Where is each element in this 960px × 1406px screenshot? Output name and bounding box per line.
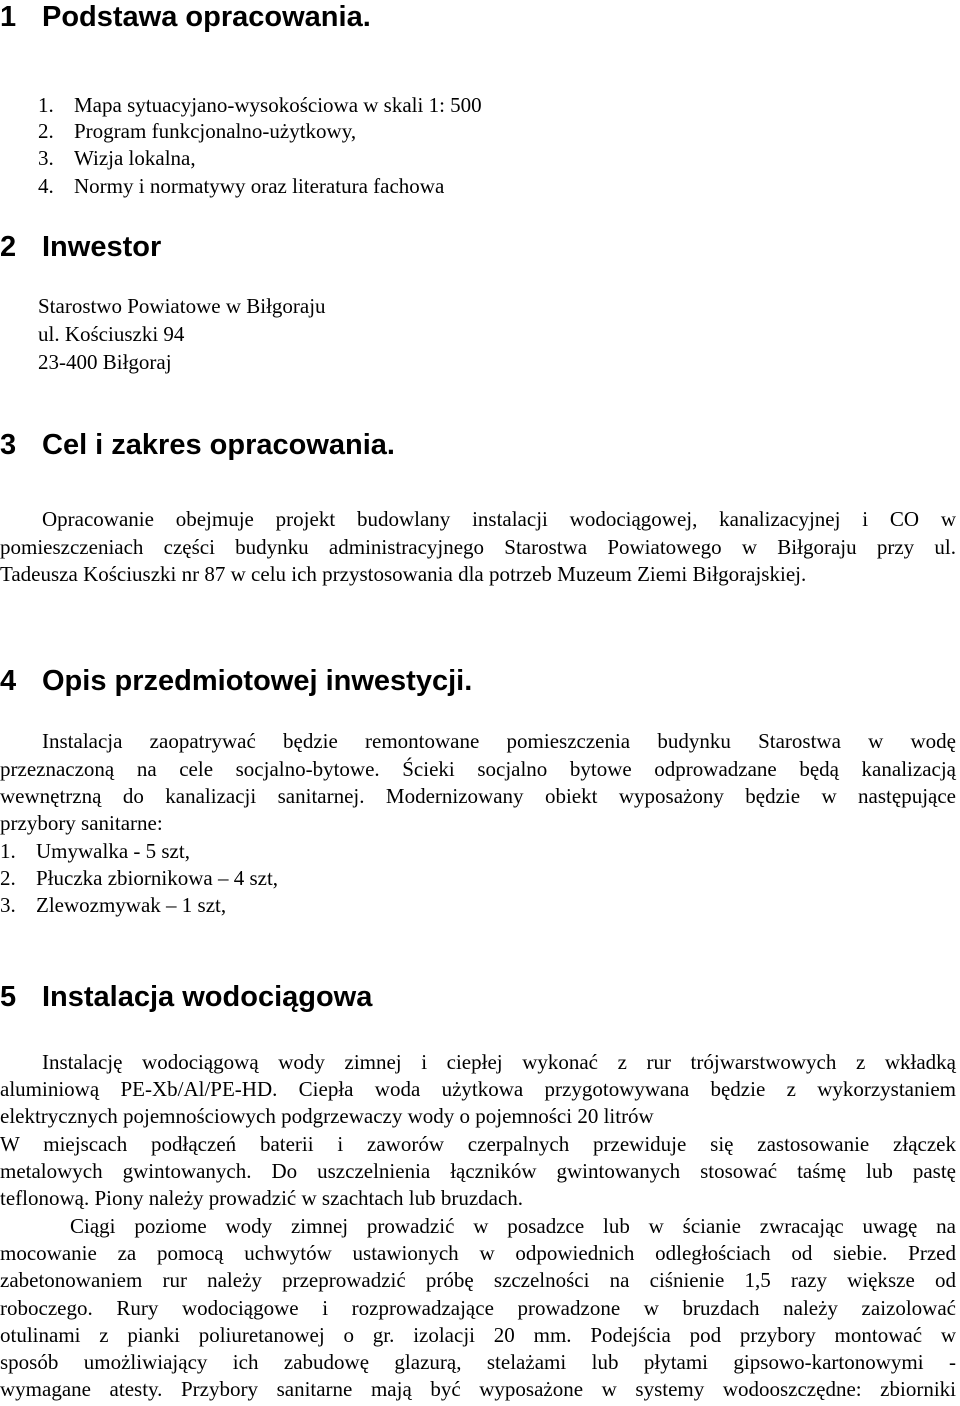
water-line: zabetonowaniem rur należy przeprowadzić próbę szczelności na ciśnienie 1,5 razy większe od xyxy=(0,1268,956,1292)
water-line: mocowanie za pomocą uchwytów ustawionych w odpowiednich odległościach od siebie. Przed xyxy=(0,1241,956,1265)
water-line: metalowych gwintowanych. Do uszczelnienia łączników gwintowanych stosować taśmę lub pastę xyxy=(0,1159,956,1183)
scope-line: Tadeusza Kościuszki nr 87 w celu ich przystosowania dla potrzeb Muzeum Ziemi Biłgorajskiej. xyxy=(0,562,807,586)
section-title: Instalacja wodociągowa xyxy=(42,981,373,1013)
section-heading-3 xyxy=(0,428,395,462)
investor-city: 23-400 Biłgoraj xyxy=(38,350,172,374)
section-title: Podstawa opracowania. xyxy=(42,1,371,33)
section-title: Opis przedmiotowej inwestycji. xyxy=(42,665,473,697)
list-item xyxy=(38,173,444,200)
list-text: Mapa sytuacyjano-wysokościowa w skali 1: 500 xyxy=(74,93,482,117)
section-title: Cel i zakres opracowania. xyxy=(42,429,395,461)
investment-line: Instalacja zaopatrywać będzie remontowane pomieszczenia budynku Starostwa w wodę xyxy=(42,729,956,753)
section-number: 4 xyxy=(0,665,17,697)
investment-line: wewnętrzną do kanalizacji sanitarnej. Modernizowany obiekt wyposażony będzie w następujące xyxy=(0,784,956,808)
section-number: 5 xyxy=(0,981,17,1013)
list-item xyxy=(38,145,196,172)
section-number: 3 xyxy=(0,429,17,461)
section-heading-2 xyxy=(0,230,161,264)
investment-line: przybory sanitarne: xyxy=(0,811,163,835)
section-title: Inwestor xyxy=(42,231,162,263)
section-number: 2 xyxy=(0,231,17,263)
list-number: 2. xyxy=(0,866,16,890)
fixture-item xyxy=(0,892,226,919)
section-heading-1 xyxy=(0,0,371,34)
water-line: aluminiową PE-Xb/Al/PE-HD. Ciepła woda użytkowa przygotowywana będzie z wykorzystaniem xyxy=(0,1077,956,1101)
water-line: Instalację wodociągową wody zimnej i ciepłej wykonać z rur trójwarstwowych z wkładką xyxy=(42,1050,956,1074)
scope-line: pomieszczeniach części budynku administracyjnego Starostwa Powiatowego w Biłgoraju przy ul. xyxy=(0,535,956,559)
list-number: 1. xyxy=(0,839,16,863)
list-item xyxy=(38,118,356,145)
list-text: Program funkcjonalno-użytkowy, xyxy=(74,119,357,143)
water-line: W miejscach podłączeń baterii i zaworów czerpalnych przewiduje się zastosowanie złączek xyxy=(0,1132,956,1156)
list-number: 2. xyxy=(38,119,54,143)
investment-line: przeznaczoną na cele socjalno-bytowe. Ścieki socjalno bytowe odprowadzane będą kanalizacją xyxy=(0,757,956,781)
list-number: 1. xyxy=(38,93,54,117)
water-line: elektrycznych pojemnościowych podgrzewaczy wody o pojemności 20 litrów xyxy=(0,1104,654,1128)
water-line: Ciągi poziome wody zimnej prowadzić w posadzce lub w ścianie zwracając uwagę na xyxy=(70,1214,956,1238)
list-number: 3. xyxy=(0,893,16,917)
list-text: Wizja lokalna, xyxy=(74,146,196,170)
investor-name: Starostwo Powiatowe w Biłgoraju xyxy=(38,294,326,318)
section-heading-5 xyxy=(0,980,372,1014)
list-number: 4. xyxy=(38,174,54,198)
section-heading-4 xyxy=(0,664,472,698)
water-line: wymagane atesty. Przybory sanitarne mają być wyposażone w systemy wodooszczędne: zbiorniki xyxy=(0,1377,956,1401)
list-text: Zlewozmywak – 1 szt, xyxy=(36,893,227,917)
water-line: otulinami z pianki poliuretanowej o gr. izolacji 20 mm. Podejścia pod przybory montować w xyxy=(0,1323,956,1347)
water-line: teflonową. Piony należy prowadzić w szachtach lub bruzdach. xyxy=(0,1186,524,1210)
list-number: 3. xyxy=(38,146,54,170)
water-line: roboczego. Rury wodociągowe i rozprowadzające prowadzone w bruzdach należy zaizolować xyxy=(0,1296,956,1320)
list-text: Umywalka - 5 szt, xyxy=(36,839,190,863)
list-text: Płuczka zbiornikowa – 4 szt, xyxy=(36,866,279,890)
fixture-item xyxy=(0,838,190,865)
scope-line: Opracowanie obejmuje projekt budowlany instalacji wodociągowej, kanalizacyjnej i CO w xyxy=(42,507,956,531)
water-line: sposób umożliwiający ich zabudowę glazurą, stelażami lub płytami gipsowo-kartonowymi - xyxy=(0,1350,956,1374)
list-text: Normy i normatywy oraz literatura fachowa xyxy=(74,174,445,198)
fixture-item xyxy=(0,865,278,892)
list-item xyxy=(38,92,482,119)
section-number: 1 xyxy=(0,1,17,33)
investor-street: ul. Kościuszki 94 xyxy=(38,322,185,346)
